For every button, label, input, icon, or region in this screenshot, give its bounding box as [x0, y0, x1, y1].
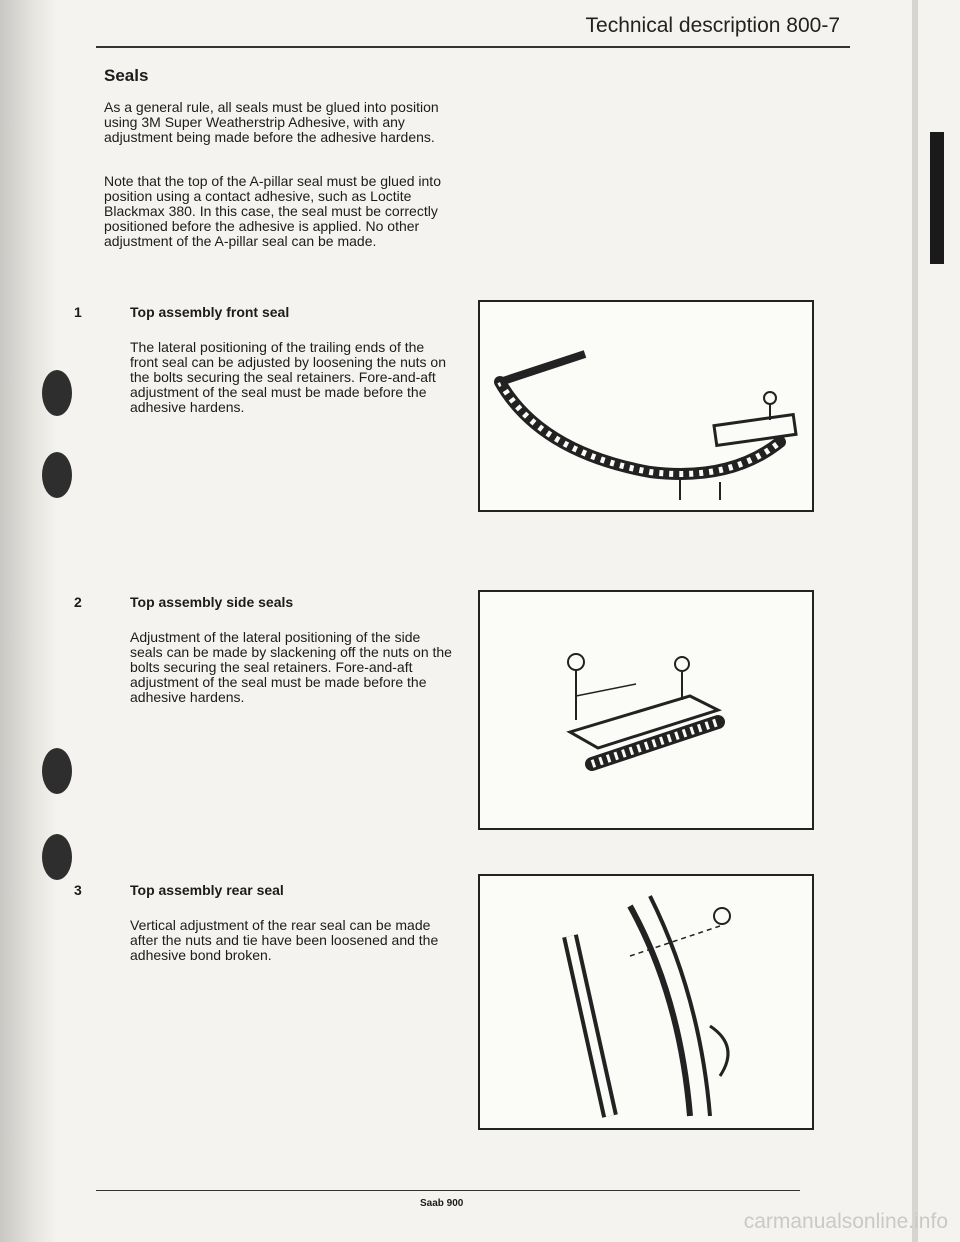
binder-edge — [0, 0, 58, 1242]
rear-seal-illustration — [480, 876, 812, 1128]
header-divider — [96, 46, 850, 48]
punch-hole — [42, 370, 72, 416]
front-seal-illustration — [480, 302, 812, 510]
page-title: Technical description 800-7 — [585, 14, 840, 37]
punch-hole — [42, 834, 72, 880]
page-edge-line — [912, 0, 918, 1242]
section-body-rear-seal: Vertical adjustment of the rear seal can be made after the nuts and tie have been loosened and the adhesive bond broken. — [130, 917, 439, 963]
figure-rear-seal — [478, 874, 814, 1130]
section-title-side-seals: Top assembly side seals — [130, 594, 294, 610]
section-number: 3 — [74, 882, 82, 898]
figure-side-seals — [478, 590, 814, 830]
section-heading: Seals — [104, 66, 149, 85]
section-tab-marker — [930, 132, 944, 264]
side-seals-illustration — [480, 592, 812, 828]
footer-divider — [96, 1190, 800, 1191]
punch-hole — [42, 748, 72, 794]
intro-paragraph-2: Note that the top of the A-pillar seal must be glued into position using a contact adhesive, such as Loctite Blackmax 380. In this case, the seal must be correctly positioned before the adhesive is applied. No other adjustment of the A-pillar seal can be made. — [104, 173, 441, 249]
intro-paragraph-1: As a general rule, all seals must be glued into position using 3M Super Weatherstrip Adhesive, with any adjustment being made before the adhesive hardens. — [104, 99, 439, 145]
figure-front-seal — [478, 300, 814, 512]
section-number: 2 — [74, 594, 82, 610]
section-number: 1 — [74, 304, 82, 320]
section-body-side-seals: Adjustment of the lateral positioning of the side seals can be made by slackening off the nuts on the bolts securing the seal retainers. Fore-and-aft adjustment of the seal must be made before the adhesive hardens. — [130, 629, 452, 705]
section-body-front-seal: The lateral positioning of the trailing ends of the front seal can be adjusted by loosening the nuts on the bolts securing the seal retainers. Fore-and-aft adjustment of the seal must be made before the adhesive hardens. — [130, 339, 446, 415]
section-title-front-seal: Top assembly front seal — [130, 304, 290, 320]
footer-brand: Saab 900 — [420, 1198, 464, 1209]
punch-hole — [42, 452, 72, 498]
watermark: carmanualsonline.info — [743, 1210, 948, 1233]
section-title-rear-seal: Top assembly rear seal — [130, 882, 284, 898]
